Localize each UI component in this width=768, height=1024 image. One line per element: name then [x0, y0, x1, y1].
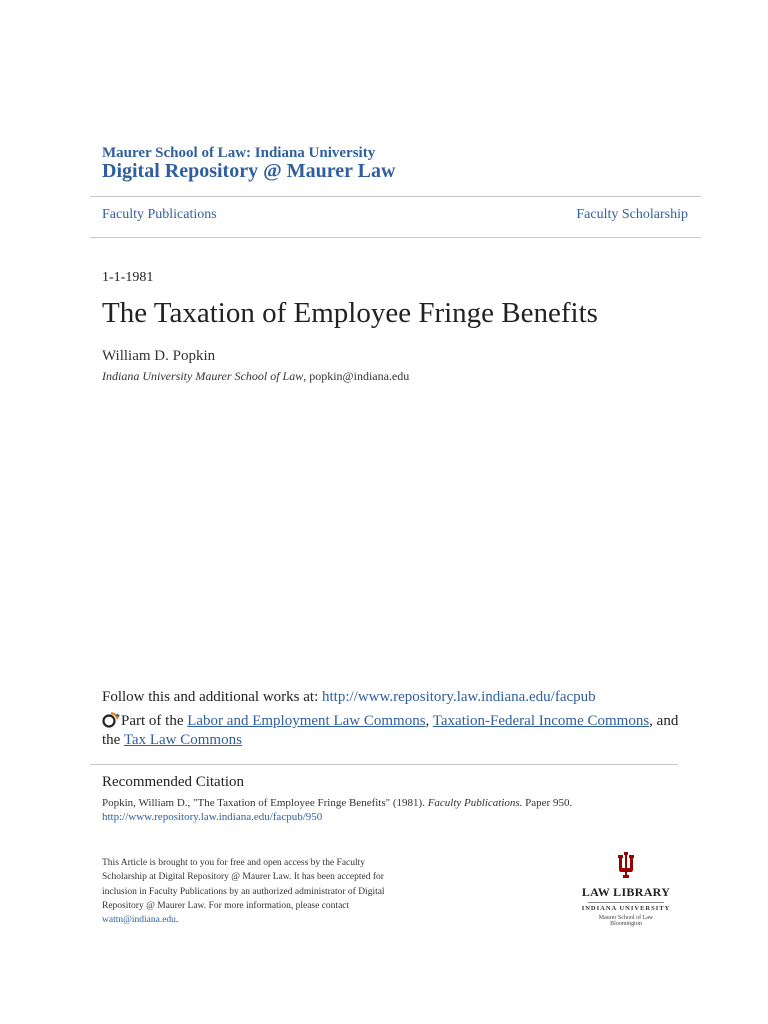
author-affiliation: Indiana University Maurer School of Law, popkin@indiana.edu: [102, 369, 410, 383]
open-access-notice: [102, 856, 392, 927]
contact-email-link[interactable]: wattn@indiana.edu: [102, 915, 176, 926]
tax-law-commons-link[interactable]: Tax Law Commons: [123, 732, 242, 748]
article-title: The Taxation of Employee Fringe Benefits: [102, 297, 598, 329]
law-library-label: LAW LIBRARY: [581, 885, 671, 899]
citation-body: Popkin, William D., "The Taxation of Employee Fringe Benefits" (1981).: [102, 797, 425, 809]
follow-line: [102, 689, 596, 706]
city-label: Bloomington: [610, 921, 642, 927]
faculty-publications-link[interactable]: Faculty Publications: [102, 207, 217, 222]
taxation-federal-income-commons-link[interactable]: Taxation-Federal Income Commons: [432, 713, 650, 729]
follow-label: Follow this and additional works at:: [102, 689, 319, 705]
notice-text: This Article is brought to you for free and open access by the Faculty Scholarship at Digital Repository @ Maurer Law. It has been accepted for inclusion in Faculty Publications by an authorized administrator of Digital Repository @ Maurer Law. For more information, please contact: [102, 858, 385, 911]
labor-employment-law-commons-link[interactable]: Labor and Employment Law Commons: [187, 713, 426, 729]
citation-url-link[interactable]: http://www.repository.law.indiana.edu/facpub/950: [102, 811, 323, 823]
logo-divider: [588, 902, 664, 903]
repository-link[interactable]: Digital Repository @ Maurer Law: [102, 160, 396, 182]
part-of-prefix: Part of the: [121, 713, 184, 729]
separator: , and the: [102, 713, 679, 748]
iu-trident-icon: [615, 852, 637, 878]
citation-text: [102, 796, 572, 824]
affiliation-institution: Indiana University Maurer School of Law: [102, 369, 304, 383]
commons-icon: [102, 712, 120, 728]
divider: [90, 196, 701, 197]
publication-date: 1-1-1981: [102, 270, 154, 285]
indiana-university-label: INDIANA UNIVERSITY: [581, 905, 671, 912]
facpub-link[interactable]: http://www.repository.law.indiana.edu/facpub: [321, 689, 596, 705]
part-of-commons: [102, 712, 692, 750]
divider: [90, 237, 701, 238]
divider: [90, 764, 678, 765]
notice-end: .: [175, 915, 179, 926]
separator: ,: [425, 713, 430, 729]
author-name: William D. Popkin: [102, 348, 216, 364]
institution-link[interactable]: Maurer School of Law: Indiana University: [102, 145, 376, 161]
recommended-citation-heading: Recommended Citation: [102, 774, 245, 790]
citation-paper: Paper 950.: [525, 797, 573, 809]
citation-publication: Faculty Publications.: [427, 797, 523, 809]
school-label: Maurer School of Law: [598, 915, 654, 921]
law-library-logo: [578, 852, 674, 927]
author-email: popkin@indiana.edu: [309, 369, 410, 383]
faculty-scholarship-link[interactable]: Faculty Scholarship: [576, 207, 688, 222]
